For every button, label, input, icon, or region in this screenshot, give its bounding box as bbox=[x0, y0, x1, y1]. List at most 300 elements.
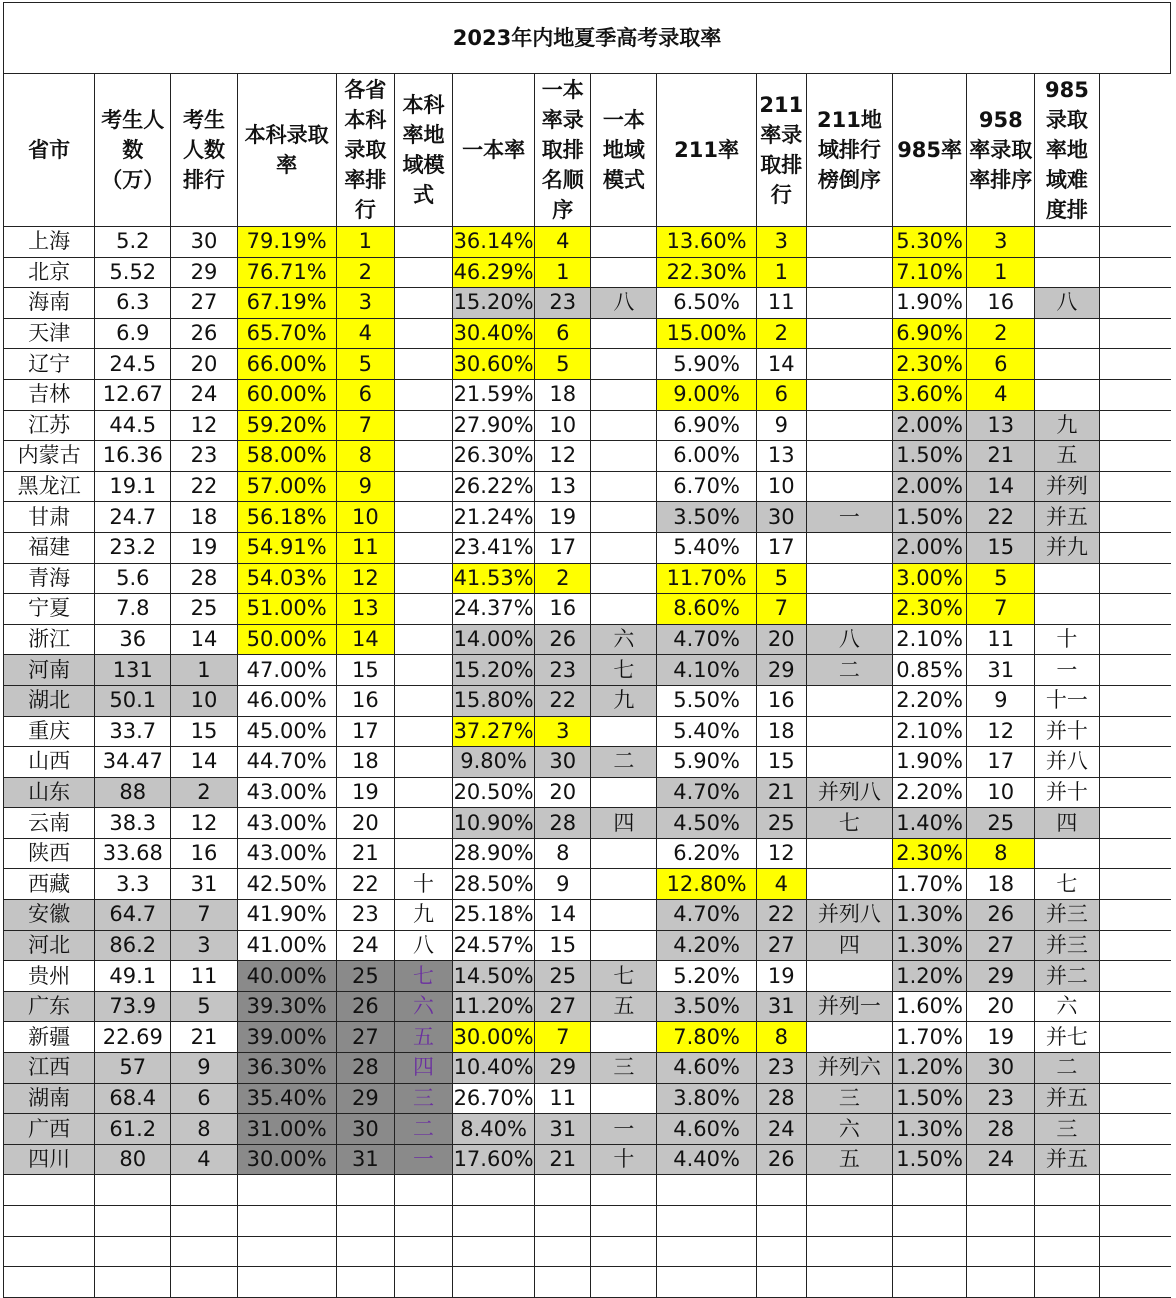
table-cell[interactable] bbox=[591, 777, 657, 808]
table-cell[interactable]: 14 bbox=[171, 747, 237, 778]
province-cell[interactable]: 山西 bbox=[4, 747, 95, 778]
table-cell[interactable]: 5.40% bbox=[657, 716, 756, 747]
table-cell[interactable] bbox=[806, 532, 892, 563]
empty-cell[interactable] bbox=[1099, 410, 1171, 441]
empty-cell[interactable] bbox=[453, 1236, 535, 1267]
empty-cell[interactable] bbox=[336, 1175, 394, 1206]
table-cell[interactable]: 22 bbox=[336, 869, 394, 900]
empty-cell[interactable] bbox=[171, 1175, 237, 1206]
table-cell[interactable]: 并列 bbox=[1035, 471, 1099, 502]
table-cell[interactable]: 22 bbox=[535, 685, 591, 716]
table-cell[interactable]: 6 bbox=[171, 1083, 237, 1114]
table-cell[interactable] bbox=[591, 594, 657, 625]
table-cell[interactable]: 20 bbox=[756, 624, 806, 655]
table-cell[interactable]: 6.90% bbox=[657, 410, 756, 441]
table-cell[interactable]: 2.20% bbox=[893, 777, 967, 808]
table-cell[interactable]: 30.00% bbox=[453, 1022, 535, 1053]
province-cell[interactable]: 上海 bbox=[4, 227, 95, 258]
table-cell[interactable]: 22 bbox=[171, 471, 237, 502]
empty-cell[interactable] bbox=[4, 1267, 95, 1298]
empty-cell[interactable] bbox=[1099, 1053, 1171, 1084]
empty-cell[interactable] bbox=[336, 1267, 394, 1298]
table-cell[interactable]: 7 bbox=[967, 594, 1035, 625]
empty-cell[interactable] bbox=[893, 1206, 967, 1237]
table-cell[interactable]: 28.90% bbox=[453, 838, 535, 869]
table-cell[interactable]: 2 bbox=[535, 563, 591, 594]
table-cell[interactable]: 29 bbox=[967, 961, 1035, 992]
table-cell[interactable]: 12 bbox=[171, 808, 237, 839]
table-cell[interactable]: 并列六 bbox=[806, 1053, 892, 1084]
table-cell[interactable]: 19 bbox=[756, 961, 806, 992]
table-cell[interactable]: 25 bbox=[967, 808, 1035, 839]
table-cell[interactable]: 20 bbox=[336, 808, 394, 839]
empty-cell[interactable] bbox=[1099, 471, 1171, 502]
table-cell[interactable]: 30 bbox=[967, 1053, 1035, 1084]
table-cell[interactable]: 8.40% bbox=[453, 1114, 535, 1145]
empty-cell[interactable] bbox=[1035, 1175, 1099, 1206]
table-cell[interactable]: 45.00% bbox=[237, 716, 336, 747]
table-cell[interactable] bbox=[806, 1022, 892, 1053]
table-cell[interactable]: 十 bbox=[394, 869, 452, 900]
empty-cell[interactable] bbox=[535, 1206, 591, 1237]
table-cell[interactable] bbox=[591, 379, 657, 410]
table-cell[interactable]: 2.30% bbox=[893, 838, 967, 869]
table-cell[interactable]: 41.90% bbox=[237, 900, 336, 931]
empty-cell[interactable] bbox=[657, 1267, 756, 1298]
table-cell[interactable] bbox=[394, 808, 452, 839]
table-cell[interactable]: 四 bbox=[1035, 808, 1099, 839]
table-cell[interactable]: 6.70% bbox=[657, 471, 756, 502]
table-cell[interactable]: 18 bbox=[756, 716, 806, 747]
table-cell[interactable]: 五 bbox=[591, 991, 657, 1022]
table-cell[interactable]: 并列八 bbox=[806, 900, 892, 931]
table-cell[interactable]: 9 bbox=[336, 471, 394, 502]
table-cell[interactable]: 57.00% bbox=[237, 471, 336, 502]
table-cell[interactable]: 并十 bbox=[1035, 716, 1099, 747]
table-cell[interactable]: 43.00% bbox=[237, 838, 336, 869]
table-cell[interactable]: 七 bbox=[1035, 869, 1099, 900]
table-cell[interactable]: 13 bbox=[535, 471, 591, 502]
province-cell[interactable]: 四川 bbox=[4, 1144, 95, 1175]
table-cell[interactable] bbox=[591, 318, 657, 349]
column-header[interactable]: 211率录取排行 bbox=[756, 74, 806, 227]
table-cell[interactable]: 七 bbox=[806, 808, 892, 839]
table-cell[interactable]: 1 bbox=[171, 655, 237, 686]
table-cell[interactable]: 四 bbox=[591, 808, 657, 839]
table-cell[interactable]: 28 bbox=[535, 808, 591, 839]
table-cell[interactable]: 25 bbox=[535, 961, 591, 992]
column-header[interactable]: 一本率 bbox=[453, 74, 535, 227]
column-header[interactable]: 985录取率地域难度排 bbox=[1035, 74, 1099, 227]
empty-cell[interactable] bbox=[394, 1206, 452, 1237]
empty-cell[interactable] bbox=[967, 1267, 1035, 1298]
table-cell[interactable]: 6.50% bbox=[657, 288, 756, 319]
table-cell[interactable]: 34.47 bbox=[95, 747, 171, 778]
table-cell[interactable]: 并九 bbox=[1035, 532, 1099, 563]
table-cell[interactable]: 65.70% bbox=[237, 318, 336, 349]
table-cell[interactable] bbox=[394, 349, 452, 380]
province-cell[interactable]: 辽宁 bbox=[4, 349, 95, 380]
column-header[interactable]: 考生人数排行 bbox=[171, 74, 237, 227]
province-cell[interactable]: 陕西 bbox=[4, 838, 95, 869]
table-cell[interactable]: 60.00% bbox=[237, 379, 336, 410]
column-header[interactable]: 本科率地域模式 bbox=[394, 74, 452, 227]
table-cell[interactable]: 9.00% bbox=[657, 379, 756, 410]
table-cell[interactable]: 4 bbox=[336, 318, 394, 349]
empty-cell[interactable] bbox=[394, 1267, 452, 1298]
empty-cell[interactable] bbox=[1099, 838, 1171, 869]
table-cell[interactable]: 21 bbox=[171, 1022, 237, 1053]
table-cell[interactable]: 1 bbox=[756, 257, 806, 288]
table-cell[interactable]: 1.50% bbox=[893, 502, 967, 533]
table-cell[interactable]: 29 bbox=[336, 1083, 394, 1114]
table-cell[interactable]: 27 bbox=[171, 288, 237, 319]
table-cell[interactable]: 并列一 bbox=[806, 991, 892, 1022]
table-cell[interactable]: 1 bbox=[336, 227, 394, 258]
table-cell[interactable]: 三 bbox=[806, 1083, 892, 1114]
province-cell[interactable]: 山东 bbox=[4, 777, 95, 808]
table-cell[interactable]: 5.30% bbox=[893, 227, 967, 258]
table-cell[interactable]: 5.90% bbox=[657, 349, 756, 380]
table-cell[interactable]: 二 bbox=[591, 747, 657, 778]
table-cell[interactable] bbox=[806, 869, 892, 900]
empty-cell[interactable] bbox=[756, 1267, 806, 1298]
table-cell[interactable]: 4.40% bbox=[657, 1144, 756, 1175]
table-cell[interactable]: 11 bbox=[171, 961, 237, 992]
table-cell[interactable]: 3.80% bbox=[657, 1083, 756, 1114]
table-cell[interactable]: 六 bbox=[394, 991, 452, 1022]
table-cell[interactable]: 27 bbox=[336, 1022, 394, 1053]
table-cell[interactable]: 21 bbox=[967, 441, 1035, 472]
table-cell[interactable]: 39.30% bbox=[237, 991, 336, 1022]
table-cell[interactable]: 4 bbox=[171, 1144, 237, 1175]
table-cell[interactable]: 4.10% bbox=[657, 655, 756, 686]
empty-cell[interactable] bbox=[1035, 1267, 1099, 1298]
table-cell[interactable]: 51.00% bbox=[237, 594, 336, 625]
table-cell[interactable] bbox=[591, 930, 657, 961]
column-header[interactable]: 一本地域模式 bbox=[591, 74, 657, 227]
table-cell[interactable] bbox=[806, 747, 892, 778]
table-cell[interactable] bbox=[394, 777, 452, 808]
province-cell[interactable]: 吉林 bbox=[4, 379, 95, 410]
table-cell[interactable]: 23 bbox=[967, 1083, 1035, 1114]
empty-cell[interactable] bbox=[1099, 1144, 1171, 1175]
column-header[interactable]: 211地域排行榜倒序 bbox=[806, 74, 892, 227]
empty-cell[interactable] bbox=[1099, 808, 1171, 839]
empty-cell[interactable] bbox=[967, 1236, 1035, 1267]
table-cell[interactable]: 5 bbox=[171, 991, 237, 1022]
table-cell[interactable]: 20 bbox=[967, 991, 1035, 1022]
table-cell[interactable]: 24.7 bbox=[95, 502, 171, 533]
table-cell[interactable]: 23 bbox=[535, 288, 591, 319]
table-cell[interactable]: 4.60% bbox=[657, 1114, 756, 1145]
table-cell[interactable]: 并五 bbox=[1035, 1083, 1099, 1114]
province-cell[interactable]: 内蒙古 bbox=[4, 441, 95, 472]
table-cell[interactable] bbox=[806, 288, 892, 319]
table-cell[interactable]: 33.7 bbox=[95, 716, 171, 747]
table-cell[interactable]: 10 bbox=[756, 471, 806, 502]
column-header[interactable]: 一本率录取排名顺序 bbox=[535, 74, 591, 227]
table-cell[interactable]: 10.40% bbox=[453, 1053, 535, 1084]
table-cell[interactable]: 17 bbox=[967, 747, 1035, 778]
table-cell[interactable]: 6 bbox=[535, 318, 591, 349]
table-cell[interactable]: 1.50% bbox=[893, 1144, 967, 1175]
table-cell[interactable]: 43.00% bbox=[237, 777, 336, 808]
table-cell[interactable] bbox=[394, 655, 452, 686]
table-cell[interactable] bbox=[806, 379, 892, 410]
province-cell[interactable]: 青海 bbox=[4, 563, 95, 594]
table-cell[interactable]: 24.57% bbox=[453, 930, 535, 961]
empty-cell[interactable] bbox=[237, 1267, 336, 1298]
empty-cell[interactable] bbox=[806, 1175, 892, 1206]
table-cell[interactable]: 57 bbox=[95, 1053, 171, 1084]
table-cell[interactable] bbox=[1035, 227, 1099, 258]
table-cell[interactable]: 26 bbox=[336, 991, 394, 1022]
table-cell[interactable]: 9 bbox=[967, 685, 1035, 716]
table-cell[interactable] bbox=[394, 563, 452, 594]
table-cell[interactable]: 30 bbox=[535, 747, 591, 778]
table-cell[interactable]: 24 bbox=[171, 379, 237, 410]
empty-cell[interactable] bbox=[1035, 1206, 1099, 1237]
empty-cell[interactable] bbox=[535, 1236, 591, 1267]
column-header[interactable]: 211率 bbox=[657, 74, 756, 227]
province-cell[interactable]: 安徽 bbox=[4, 900, 95, 931]
table-cell[interactable] bbox=[806, 716, 892, 747]
table-cell[interactable]: 1 bbox=[535, 257, 591, 288]
table-cell[interactable]: 33.68 bbox=[95, 838, 171, 869]
table-cell[interactable]: 26 bbox=[535, 624, 591, 655]
table-cell[interactable] bbox=[394, 685, 452, 716]
table-cell[interactable]: 36.30% bbox=[237, 1053, 336, 1084]
table-cell[interactable] bbox=[394, 471, 452, 502]
table-cell[interactable]: 39.00% bbox=[237, 1022, 336, 1053]
empty-cell[interactable] bbox=[591, 1236, 657, 1267]
table-cell[interactable]: 6 bbox=[756, 379, 806, 410]
table-cell[interactable]: 二 bbox=[394, 1114, 452, 1145]
table-cell[interactable]: 25 bbox=[171, 594, 237, 625]
table-cell[interactable]: 80 bbox=[95, 1144, 171, 1175]
table-cell[interactable]: 35.40% bbox=[237, 1083, 336, 1114]
table-cell[interactable]: 一 bbox=[591, 1114, 657, 1145]
province-cell[interactable]: 黑龙江 bbox=[4, 471, 95, 502]
table-cell[interactable]: 8 bbox=[171, 1114, 237, 1145]
empty-cell[interactable] bbox=[806, 1267, 892, 1298]
table-cell[interactable]: 49.1 bbox=[95, 961, 171, 992]
table-cell[interactable] bbox=[591, 532, 657, 563]
table-cell[interactable]: 19 bbox=[336, 777, 394, 808]
table-cell[interactable]: 1.20% bbox=[893, 1053, 967, 1084]
table-cell[interactable]: 31 bbox=[967, 655, 1035, 686]
table-cell[interactable] bbox=[1035, 563, 1099, 594]
table-cell[interactable]: 17 bbox=[336, 716, 394, 747]
province-cell[interactable]: 海南 bbox=[4, 288, 95, 319]
column-header[interactable]: 本科录取率 bbox=[237, 74, 336, 227]
table-cell[interactable]: 2.00% bbox=[893, 471, 967, 502]
table-cell[interactable]: 23 bbox=[171, 441, 237, 472]
empty-cell[interactable] bbox=[453, 1175, 535, 1206]
table-cell[interactable] bbox=[806, 961, 892, 992]
table-cell[interactable]: 1.90% bbox=[893, 288, 967, 319]
table-cell[interactable] bbox=[591, 900, 657, 931]
table-cell[interactable] bbox=[806, 349, 892, 380]
table-cell[interactable] bbox=[394, 624, 452, 655]
table-cell[interactable]: 3.00% bbox=[893, 563, 967, 594]
table-cell[interactable]: 5.40% bbox=[657, 532, 756, 563]
table-cell[interactable]: 7 bbox=[336, 410, 394, 441]
table-cell[interactable]: 5.2 bbox=[95, 227, 171, 258]
table-cell[interactable]: 二 bbox=[806, 655, 892, 686]
table-cell[interactable]: 并五 bbox=[1035, 1144, 1099, 1175]
table-cell[interactable]: 28 bbox=[756, 1083, 806, 1114]
table-cell[interactable]: 4.70% bbox=[657, 777, 756, 808]
table-cell[interactable]: 1 bbox=[967, 257, 1035, 288]
table-cell[interactable]: 79.19% bbox=[237, 227, 336, 258]
table-cell[interactable] bbox=[394, 838, 452, 869]
table-cell[interactable] bbox=[591, 257, 657, 288]
empty-cell[interactable] bbox=[1099, 227, 1171, 258]
table-cell[interactable]: 十一 bbox=[1035, 685, 1099, 716]
table-cell[interactable]: 41.00% bbox=[237, 930, 336, 961]
table-cell[interactable]: 14 bbox=[756, 349, 806, 380]
table-cell[interactable]: 三 bbox=[1035, 1114, 1099, 1145]
table-cell[interactable]: 6 bbox=[967, 349, 1035, 380]
table-cell[interactable]: 7 bbox=[171, 900, 237, 931]
table-cell[interactable] bbox=[806, 563, 892, 594]
table-cell[interactable]: 19 bbox=[535, 502, 591, 533]
table-cell[interactable]: 20 bbox=[171, 349, 237, 380]
empty-cell[interactable] bbox=[893, 1175, 967, 1206]
table-cell[interactable]: 23 bbox=[756, 1053, 806, 1084]
table-cell[interactable]: 19 bbox=[171, 532, 237, 563]
table-cell[interactable]: 44.5 bbox=[95, 410, 171, 441]
table-cell[interactable]: 6.3 bbox=[95, 288, 171, 319]
table-cell[interactable]: 21.59% bbox=[453, 379, 535, 410]
table-cell[interactable]: 54.91% bbox=[237, 532, 336, 563]
table-cell[interactable]: 26 bbox=[967, 900, 1035, 931]
table-cell[interactable]: 18 bbox=[336, 747, 394, 778]
empty-cell[interactable] bbox=[4, 1206, 95, 1237]
table-cell[interactable] bbox=[806, 441, 892, 472]
table-cell[interactable]: 38.3 bbox=[95, 808, 171, 839]
table-cell[interactable]: 23.2 bbox=[95, 532, 171, 563]
table-cell[interactable] bbox=[394, 410, 452, 441]
empty-cell[interactable] bbox=[1099, 441, 1171, 472]
province-cell[interactable]: 湖北 bbox=[4, 685, 95, 716]
table-cell[interactable]: 46.00% bbox=[237, 685, 336, 716]
table-cell[interactable]: 一 bbox=[1035, 655, 1099, 686]
table-cell[interactable]: 12 bbox=[756, 838, 806, 869]
table-cell[interactable]: 并八 bbox=[1035, 747, 1099, 778]
empty-cell[interactable] bbox=[171, 1267, 237, 1298]
table-cell[interactable]: 六 bbox=[1035, 991, 1099, 1022]
table-cell[interactable]: 3 bbox=[535, 716, 591, 747]
table-cell[interactable]: 7 bbox=[535, 1022, 591, 1053]
table-cell[interactable]: 26.30% bbox=[453, 441, 535, 472]
table-cell[interactable]: 131 bbox=[95, 655, 171, 686]
table-cell[interactable]: 14.00% bbox=[453, 624, 535, 655]
province-cell[interactable]: 河南 bbox=[4, 655, 95, 686]
province-cell[interactable]: 广西 bbox=[4, 1114, 95, 1145]
province-cell[interactable]: 重庆 bbox=[4, 716, 95, 747]
table-cell[interactable] bbox=[394, 318, 452, 349]
province-cell[interactable]: 广东 bbox=[4, 991, 95, 1022]
empty-cell[interactable] bbox=[1099, 1083, 1171, 1114]
table-cell[interactable]: 29 bbox=[535, 1053, 591, 1084]
table-cell[interactable]: 15 bbox=[967, 532, 1035, 563]
province-cell[interactable]: 新疆 bbox=[4, 1022, 95, 1053]
table-cell[interactable]: 10 bbox=[967, 777, 1035, 808]
table-cell[interactable]: 2.30% bbox=[893, 594, 967, 625]
table-cell[interactable]: 一 bbox=[806, 502, 892, 533]
empty-cell[interactable] bbox=[237, 1175, 336, 1206]
table-cell[interactable]: 21.24% bbox=[453, 502, 535, 533]
table-cell[interactable]: 12 bbox=[171, 410, 237, 441]
table-cell[interactable]: 6.00% bbox=[657, 441, 756, 472]
empty-cell[interactable] bbox=[1099, 655, 1171, 686]
table-cell[interactable]: 27.90% bbox=[453, 410, 535, 441]
empty-cell[interactable] bbox=[1099, 777, 1171, 808]
table-cell[interactable]: 2.10% bbox=[893, 624, 967, 655]
table-cell[interactable]: 58.00% bbox=[237, 441, 336, 472]
empty-cell[interactable] bbox=[95, 1267, 171, 1298]
table-cell[interactable]: 十 bbox=[1035, 624, 1099, 655]
table-cell[interactable]: 5 bbox=[967, 563, 1035, 594]
table-cell[interactable]: 22 bbox=[756, 900, 806, 931]
table-cell[interactable]: 31 bbox=[535, 1114, 591, 1145]
table-cell[interactable]: 5 bbox=[336, 349, 394, 380]
empty-cell[interactable] bbox=[1099, 624, 1171, 655]
table-cell[interactable] bbox=[591, 1022, 657, 1053]
empty-cell[interactable] bbox=[1099, 1236, 1171, 1267]
table-cell[interactable] bbox=[1035, 838, 1099, 869]
table-cell[interactable]: 30.00% bbox=[237, 1144, 336, 1175]
table-cell[interactable]: 7.80% bbox=[657, 1022, 756, 1053]
empty-cell[interactable] bbox=[95, 1236, 171, 1267]
table-cell[interactable]: 并七 bbox=[1035, 1022, 1099, 1053]
table-cell[interactable]: 24 bbox=[967, 1144, 1035, 1175]
table-cell[interactable]: 25.18% bbox=[453, 900, 535, 931]
table-cell[interactable]: 2.10% bbox=[893, 716, 967, 747]
empty-cell[interactable] bbox=[237, 1236, 336, 1267]
table-cell[interactable]: 14.50% bbox=[453, 961, 535, 992]
empty-cell[interactable] bbox=[1099, 991, 1171, 1022]
table-cell[interactable]: 26 bbox=[171, 318, 237, 349]
table-cell[interactable]: 7.8 bbox=[95, 594, 171, 625]
table-cell[interactable]: 5.6 bbox=[95, 563, 171, 594]
table-cell[interactable]: 11 bbox=[535, 1083, 591, 1114]
table-cell[interactable]: 18 bbox=[967, 869, 1035, 900]
table-cell[interactable]: 15 bbox=[336, 655, 394, 686]
table-cell[interactable]: 3 bbox=[756, 227, 806, 258]
table-cell[interactable] bbox=[591, 563, 657, 594]
table-cell[interactable]: 2.00% bbox=[893, 410, 967, 441]
table-cell[interactable]: 28.50% bbox=[453, 869, 535, 900]
table-cell[interactable]: 五 bbox=[806, 1144, 892, 1175]
table-cell[interactable]: 66.00% bbox=[237, 349, 336, 380]
table-cell[interactable]: 14 bbox=[967, 471, 1035, 502]
table-cell[interactable]: 一 bbox=[394, 1144, 452, 1175]
empty-cell[interactable] bbox=[1099, 502, 1171, 533]
table-cell[interactable]: 4 bbox=[967, 379, 1035, 410]
column-header[interactable]: 985率 bbox=[893, 74, 967, 227]
table-cell[interactable] bbox=[1035, 594, 1099, 625]
table-cell[interactable]: 3 bbox=[336, 288, 394, 319]
table-cell[interactable]: 30 bbox=[171, 227, 237, 258]
empty-cell[interactable] bbox=[806, 1236, 892, 1267]
empty-cell[interactable] bbox=[591, 1175, 657, 1206]
table-cell[interactable]: 1.60% bbox=[893, 991, 967, 1022]
table-cell[interactable]: 9 bbox=[535, 869, 591, 900]
